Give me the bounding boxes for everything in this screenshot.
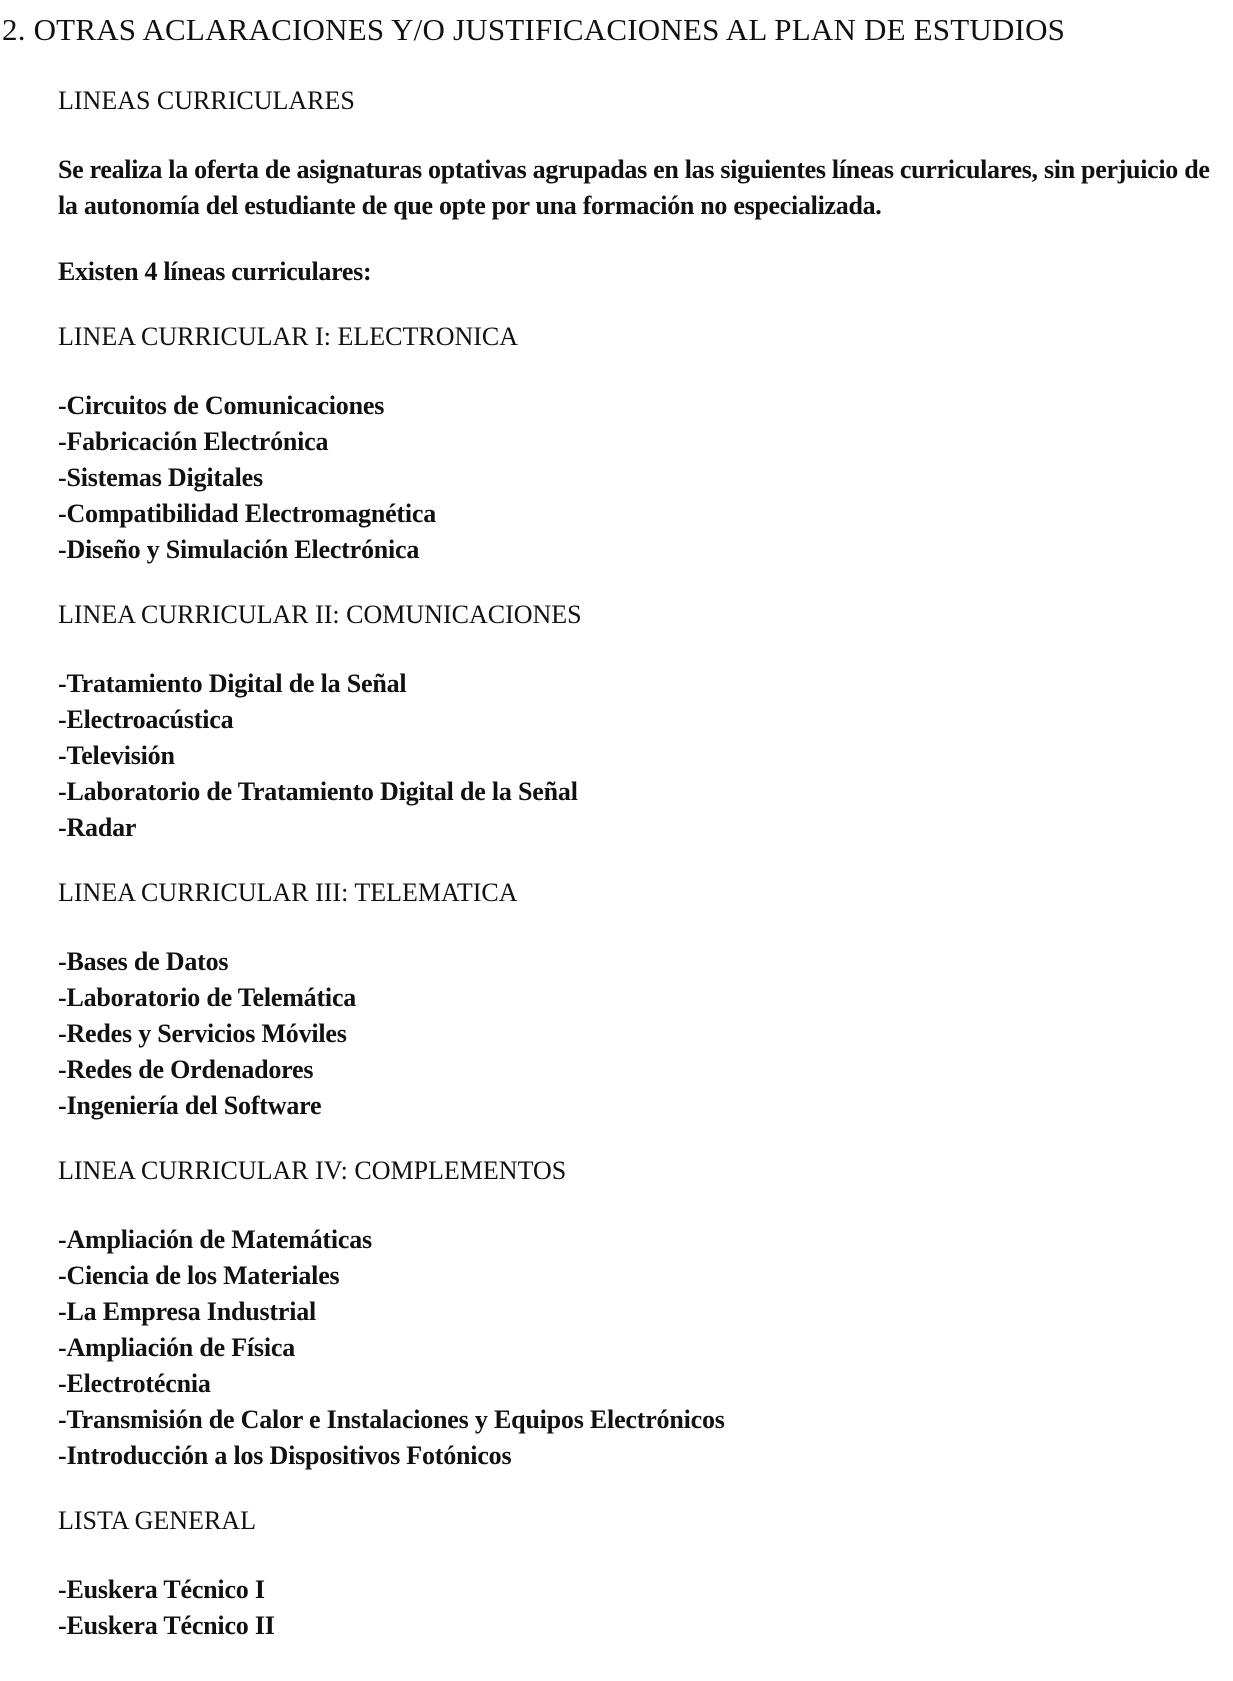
list-item: -Redes y Servicios Móviles bbox=[58, 1019, 347, 1048]
list-item: -Circuitos de Comunicaciones bbox=[58, 391, 385, 420]
section-heading: LINEAS CURRICULARES bbox=[58, 86, 355, 115]
list-item: -Sistemas Digitales bbox=[58, 463, 263, 492]
list-item: -Ciencia de los Materiales bbox=[58, 1261, 340, 1290]
list-item: -Euskera Técnico II bbox=[58, 1611, 275, 1640]
list-item: -Ampliación de Física bbox=[58, 1333, 296, 1362]
page-title: 2. OTRAS ACLARACIONES Y/O JUSTIFICACIONES AL PLAN DE ESTUDIOS bbox=[2, 12, 1066, 47]
list-item: -Diseño y Simulación Electrónica bbox=[58, 535, 420, 564]
line-list-2 bbox=[58, 666, 1228, 846]
list-item: -Transmisión de Calor e Instalaciones y Equipos Electrónicos bbox=[58, 1405, 725, 1434]
list-item: -Radar bbox=[58, 813, 137, 842]
list-item: -Redes de Ordenadores bbox=[58, 1055, 314, 1084]
list-item: -Bases de Datos bbox=[58, 947, 229, 976]
line-heading-1: LINEA CURRICULAR I: ELECTRONICA bbox=[58, 322, 519, 351]
list-item: -Ampliación de Matemáticas bbox=[58, 1225, 372, 1254]
general-list bbox=[58, 1572, 1228, 1644]
list-item: -Compatibilidad Electromagnética bbox=[58, 499, 437, 528]
list-item: -Laboratorio de Telemática bbox=[58, 983, 357, 1012]
intro-paragraph: Se realiza la oferta de asignaturas optativas agrupadas en las siguientes líneas curriculares, sin perjuicio de la autonomía del estudiante de que opte por una formación no especializada. bbox=[58, 155, 1210, 220]
list-item: -Ingeniería del Software bbox=[58, 1091, 322, 1120]
line-list-1 bbox=[58, 388, 1228, 568]
list-item: -Fabricación Electrónica bbox=[58, 427, 329, 456]
count-sentence: Existen 4 líneas curriculares: bbox=[58, 257, 372, 286]
list-item: -Euskera Técnico I bbox=[58, 1575, 265, 1604]
list-item: -Introducción a los Dispositivos Fotónicos bbox=[58, 1441, 512, 1470]
list-item: -Electroacústica bbox=[58, 705, 234, 734]
general-list-heading: LISTA GENERAL bbox=[58, 1506, 256, 1535]
list-item: -La Empresa Industrial bbox=[58, 1297, 317, 1326]
line-heading-2: LINEA CURRICULAR II: COMUNICACIONES bbox=[58, 600, 582, 629]
document-body bbox=[58, 84, 1228, 1644]
list-item: -Tratamiento Digital de la Señal bbox=[58, 669, 407, 698]
list-item: -Electrotécnia bbox=[58, 1369, 211, 1398]
line-list-4 bbox=[58, 1222, 1228, 1474]
list-item: -Televisión bbox=[58, 741, 175, 770]
line-list-3 bbox=[58, 944, 1228, 1124]
line-heading-4: LINEA CURRICULAR IV: COMPLEMENTOS bbox=[58, 1156, 567, 1185]
line-heading-3: LINEA CURRICULAR III: TELEMATICA bbox=[58, 878, 518, 907]
list-item: -Laboratorio de Tratamiento Digital de la Señal bbox=[58, 777, 578, 806]
